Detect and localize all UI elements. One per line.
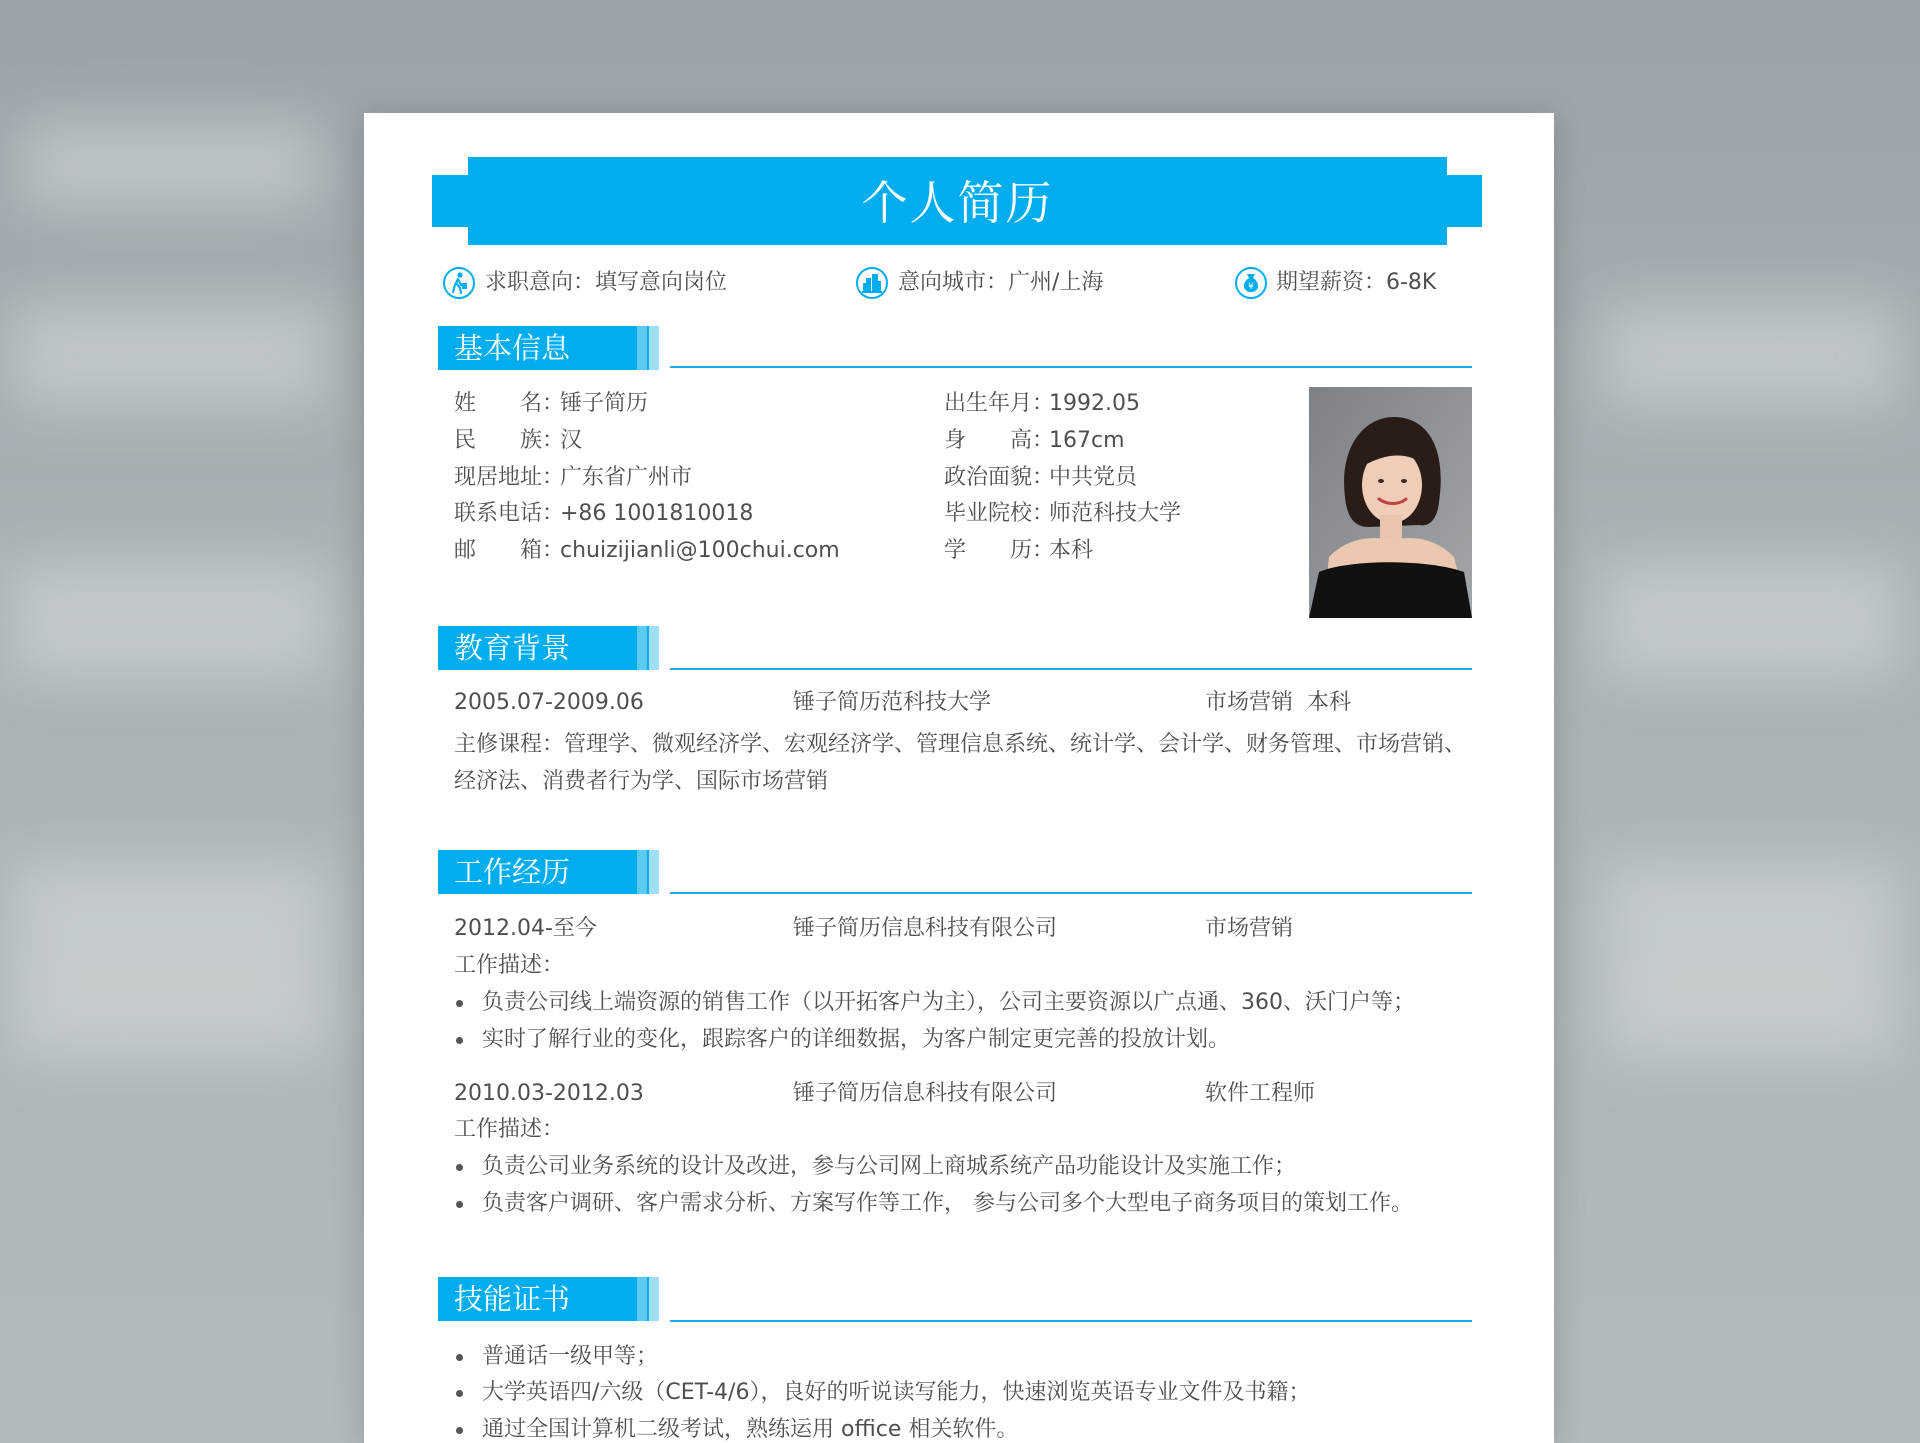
light-band — [1600, 860, 1900, 1060]
light-band — [10, 860, 330, 1060]
info-label-email: 邮 箱： — [454, 538, 565, 563]
work-company: 锤子简历信息科技有限公司 — [793, 1081, 1058, 1106]
section-header-basic — [438, 326, 659, 370]
work-desc-item: 负责公司线上端资源的销售工作（以开拓客户为主），公司主要资源以广点通、360、沃门户等； — [482, 990, 1415, 1015]
info-label-address: 现居地址： — [454, 465, 565, 490]
info-label-height: 身 高： — [944, 428, 1055, 453]
info-label-political: 政治面貌： — [944, 465, 1055, 490]
info-label-school: 毕业院校： — [944, 501, 1055, 526]
light-band — [20, 120, 320, 210]
section-title-education: 教育背景 — [454, 631, 571, 665]
light-band — [1600, 560, 1900, 680]
resume-title: 个人简历 — [861, 176, 1054, 230]
education-courses: 主修课程：管理学、微观经济学、宏观经济学、管理信息系统、统计学、会计学、财务管理、市场营销、经济法、消费者行为学、国际市场营销 — [454, 732, 1467, 794]
bullet-dot — [456, 1164, 463, 1171]
info-label-ethnicity: 民 族： — [454, 428, 565, 453]
work-desc-item: 负责公司业务系统的设计及改进，参与公司网上商城系统产品功能设计及实施工作； — [482, 1154, 1297, 1179]
info-value-school: 师范科技大学 — [1049, 501, 1182, 526]
education-period: 2005.07-2009.06 — [454, 690, 644, 715]
education-major: 市场营销 本科 — [1205, 690, 1351, 715]
info-label-birth: 出生年月： — [944, 391, 1055, 416]
light-band — [10, 300, 330, 410]
bullet-dot — [456, 1037, 463, 1044]
work-period: 2010.03-2012.03 — [454, 1081, 644, 1106]
bullet-dot — [456, 1201, 463, 1208]
education-school: 锤子简历范科技大学 — [793, 690, 992, 715]
info-value-political: 中共党员 — [1049, 465, 1138, 490]
section-divider — [670, 366, 1472, 368]
info-value-address: 广东省广州市 — [560, 465, 693, 490]
svg-text:¥: ¥ — [1248, 282, 1254, 292]
light-band — [1600, 300, 1900, 410]
walking-person-icon — [442, 266, 476, 300]
resume-paper — [364, 113, 1554, 1443]
work-company: 锤子简历信息科技有限公司 — [793, 916, 1058, 941]
work-desc-item: 负责客户调研、客户需求分析、方案写作等工作， 参与公司多个大型电子商务项目的策划工作。 — [482, 1191, 1413, 1216]
city-building-icon — [855, 266, 889, 300]
info-value-height: 167cm — [1049, 428, 1125, 453]
section-title-work: 工作经历 — [454, 855, 571, 889]
info-label-degree: 学 历： — [944, 538, 1055, 563]
info-value-birth: 1992.05 — [1049, 391, 1140, 416]
target-city-text: 意向城市：广州/上海 — [898, 270, 1104, 295]
work-desc-label: 工作描述： — [454, 1117, 565, 1142]
work-desc-item: 实时了解行业的变化，跟踪客户的详细数据，为客户制定更完善的投放计划。 — [482, 1027, 1231, 1052]
info-value-email: chuizijianli@100chui.com — [560, 538, 840, 563]
work-role: 软件工程师 — [1205, 1081, 1316, 1106]
bullet-dot — [456, 1390, 463, 1397]
money-bag-icon — [1234, 266, 1268, 300]
info-value-ethnicity: 汉 — [560, 428, 583, 453]
section-header-skills — [438, 1277, 659, 1321]
skill-item: 通过全国计算机二级考试，熟练运用 office 相关软件。 — [482, 1417, 1019, 1442]
work-period: 2012.04-至今 — [454, 916, 597, 941]
section-title-skills: 技能证书 — [454, 1282, 571, 1316]
section-title-basic: 基本信息 — [454, 331, 571, 365]
skill-item: 大学英语四/六级（CET-4/6），良好的听说读写能力，快速浏览英语专业文件及书籍； — [482, 1380, 1311, 1405]
section-divider — [670, 1320, 1472, 1322]
profile-photo — [1309, 387, 1472, 618]
work-role: 市场营销 — [1205, 916, 1294, 941]
section-divider — [670, 892, 1472, 894]
expected-salary-text: 期望薪资：6-8K — [1276, 270, 1437, 295]
info-value-name: 锤子简历 — [560, 391, 649, 416]
section-header-education — [438, 626, 659, 670]
bullet-dot — [456, 1000, 463, 1007]
info-label-name: 姓 名： — [454, 391, 565, 416]
section-header-work — [438, 850, 659, 894]
bullet-dot — [456, 1427, 463, 1434]
work-desc-label: 工作描述： — [454, 953, 565, 978]
skill-item: 普通话一级甲等； — [482, 1344, 659, 1369]
bullet-dot — [456, 1354, 463, 1361]
section-divider — [670, 668, 1472, 670]
job-intent-text: 求职意向：填写意向岗位 — [485, 270, 728, 295]
info-value-phone: +86 1001810018 — [560, 501, 754, 526]
light-band — [10, 560, 330, 680]
info-label-phone: 联系电话： — [454, 501, 565, 526]
info-value-degree: 本科 — [1049, 538, 1094, 563]
